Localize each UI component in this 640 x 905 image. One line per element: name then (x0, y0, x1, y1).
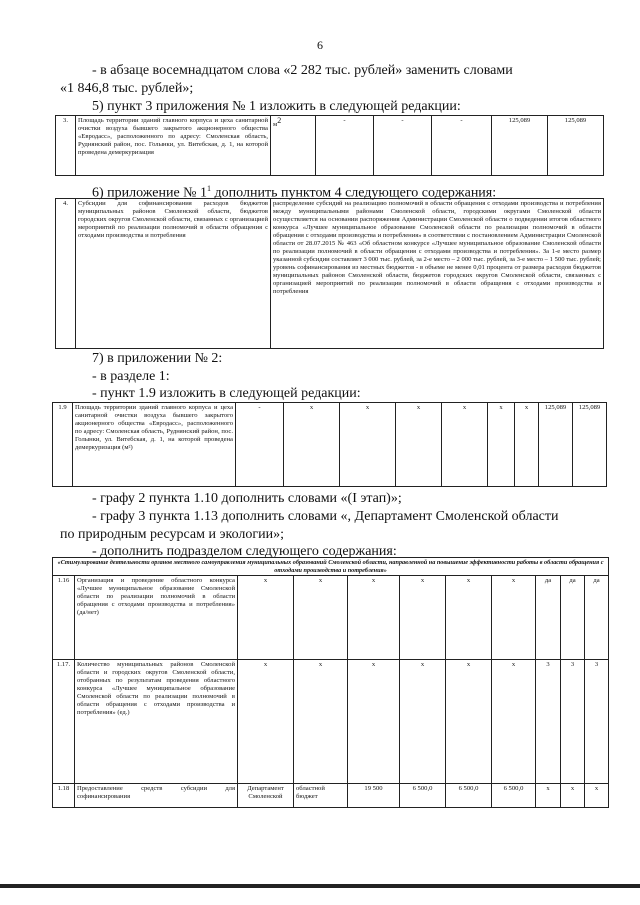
table-header-row (53, 558, 609, 576)
line-graf2: - графу 2 пункта 1.10 дополнить словами «(I этап)»; (92, 491, 402, 506)
row-num: 1.18 (53, 784, 75, 808)
heading-item5: 5) пункт 3 приложения № 1 изложить в следующей редакции: (92, 99, 461, 114)
line-item19: - пункт 1.9 изложить в следующей редакции: (92, 386, 361, 401)
cell: - (236, 403, 284, 487)
line-graf3-a: - графу 3 пункта 1.13 дополнить словами «, Департамент Смоленской области (92, 509, 559, 524)
cell: 6 500,0 (446, 784, 492, 808)
table-row (53, 784, 609, 808)
row-desc: Субсидии для софинансирования расходов бюджетов муниципальных районов Смоленской области, бюджетов городских округов Смоленской области, связанных с организацией мероприятий по реализации полномочий в области обращения с отходами производства и потребления (76, 199, 271, 349)
cell: х (446, 576, 492, 660)
row-desc: Организация и проведение областного конкурса «Лучшее муниципальное образование Смоленской области по реализации полномочий в области обращения с отходами производства и потребления» (да/нет) (75, 576, 238, 660)
cell: да (585, 576, 609, 660)
row-text: распределение субсидий на реализацию полномочий в области обращения с отходами производства и потребления между муниципальными районами Смоленской области, городскими округами Смоленской области осуществляется на основании распоряжения Администрации Смоленской области о подведении итогов областного конкурса «Лучшее муниципальное образование Смоленской области по реализации полномочий в области обращения с отходами производства и потребления» в соответствии с постановлением Администрации Смоленской области от 28.07.2015 № 463 «Об областном конкурсе «Лучшее муниципальное образование Смоленской области по реализации полномочий в области обращения с отходами производства и потребления». За 1-е место размер указанной субсидии составляет 3 000 тыс. рублей, за 2-е место – 2 000 тыс. рублей, за 3-е место – 1 500 тыс. рублей; уровень софинансирования из местных бюджетов - в объеме не менее 0,01 процента от размера расходов бюджетов муниципальных районов Смоленской области, бюджетов городских округов Смоленской области, связанных с организацией мероприятий по реализации полномочий в области обращения с отходами производства и потребления (271, 199, 604, 349)
cell: областной бюджет (294, 784, 348, 808)
table-appendix1-item3 (55, 115, 604, 176)
cell: да (536, 576, 561, 660)
cell-value: 125,089 (492, 116, 548, 176)
cell: 3 (561, 660, 585, 784)
row-unit: м2 (271, 116, 316, 176)
cell: х (238, 660, 294, 784)
row-num: 1.16 (53, 576, 75, 660)
cell-value: 125,089 (573, 403, 607, 487)
para1-line2: «1 846,8 тыс. рублей»; (60, 81, 194, 96)
row-num: 1.9 (53, 403, 73, 487)
row-num: 4. (56, 199, 76, 349)
cell: Департамент Смоленской (238, 784, 294, 808)
table-row (53, 576, 609, 660)
page-bottom-divider (0, 884, 640, 888)
cell: 19 500 (348, 784, 400, 808)
cell: х (340, 403, 396, 487)
cell: х (442, 403, 488, 487)
cell: 6 500,0 (400, 784, 446, 808)
row-desc: Площадь территории зданий главного корпуса и цеха санитарной очистки воздуха бывшего закрытого акционерного общества «Евродасс», расположенного по адресу: Смоленская область, Руднянский район, пос. Голынки, ул. Витебская, д. 1, на которой проведена демеркуризация (м²) (73, 403, 236, 487)
line-section1: - в разделе 1: (92, 369, 170, 384)
cell: - (316, 116, 374, 176)
table-appendix2-item19 (52, 402, 607, 487)
table-row (56, 199, 604, 349)
line-subsection: - дополнить подразделом следующего содержания: (92, 544, 397, 559)
cell: - (374, 116, 432, 176)
cell: х (348, 576, 400, 660)
cell: х (492, 660, 536, 784)
subsection-header: «Стимулирование деятельности органов местного самоуправления муниципальных образований Смоленской области, направленной на повышение эффективности работы в области обращения с отходами производства и потребления» (53, 558, 609, 576)
row-num: 1.17. (53, 660, 75, 784)
row-num: 3. (56, 116, 76, 176)
cell: да (561, 576, 585, 660)
page-number: 6 (317, 38, 323, 52)
cell: х (515, 403, 539, 487)
cell: х (294, 576, 348, 660)
row-desc: Предоставление средств субсидии для софинансирования (75, 784, 238, 808)
row-desc: Количество муниципальных районов Смоленской области и городских округов Смоленской области, отобранных по результатам проведения областного конкурса «Лучшее муниципальное образование Смоленской области по реализации полномочий в области обращения с отходами производства и потребления» (ед.) (75, 660, 238, 784)
cell: х (536, 784, 561, 808)
row-desc: Площадь территории зданий главного корпуса и цеха санитарной очистки воздуха бывшего закрытого акционерного общества «Евродасс», расположенного по адресу: Смоленская область, Руднянский район, пос. Голынки, ул. Витебская, д. 1, на которой проведена демеркуризация (76, 116, 271, 176)
cell: х (400, 660, 446, 784)
cell: х (400, 576, 446, 660)
cell-value: 125,089 (539, 403, 573, 487)
cell: х (294, 660, 348, 784)
cell: х (585, 784, 609, 808)
line-graf3-b: по природным ресурсам и экологии»; (60, 527, 285, 542)
cell: х (446, 660, 492, 784)
cell: х (561, 784, 585, 808)
table-row (56, 116, 604, 176)
table-appendix1-item4 (55, 198, 604, 349)
table-row (53, 660, 609, 784)
cell: х (348, 660, 400, 784)
cell: х (284, 403, 340, 487)
cell: 3 (585, 660, 609, 784)
cell: - (432, 116, 492, 176)
table-new-subsection (52, 557, 609, 808)
heading-item6: 6) приложение № $1^1$ дополнить пунктом 4 следующего содержания: (92, 184, 497, 201)
cell: 6 500,0 (492, 784, 536, 808)
table-row (53, 403, 607, 487)
cell: х (396, 403, 442, 487)
para1-line1: - в абзаце восемнадцатом слова «2 282 тыс. рублей» заменить словами (92, 63, 513, 78)
cell: 3 (536, 660, 561, 784)
cell: х (488, 403, 515, 487)
cell: х (238, 576, 294, 660)
cell-value: 125,089 (548, 116, 604, 176)
cell: х (492, 576, 536, 660)
heading-item7: 7) в приложении № 2: (92, 351, 223, 366)
